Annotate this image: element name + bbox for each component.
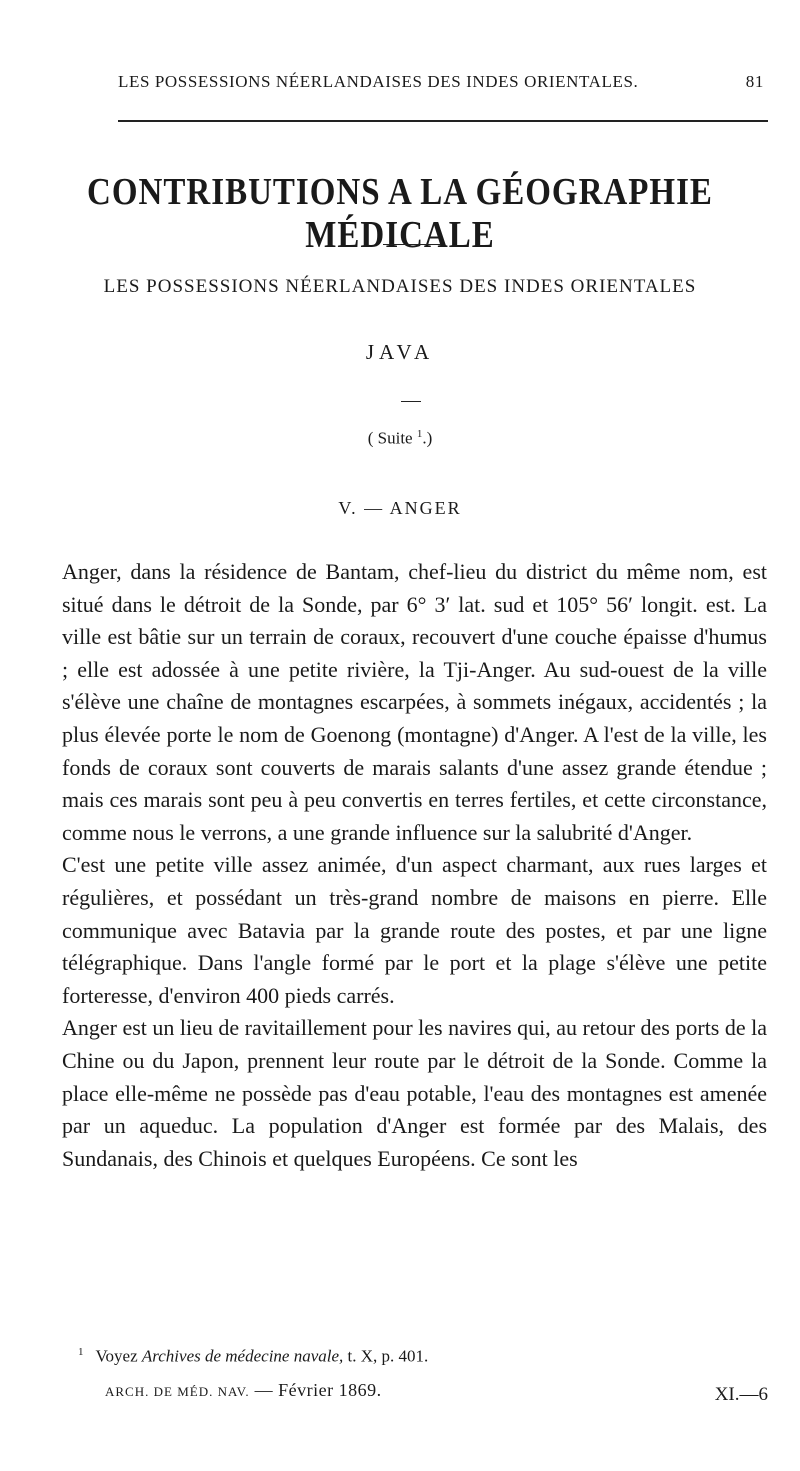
body-text <box>62 556 767 1175</box>
signature-mark: XI.—6 <box>714 1384 768 1405</box>
footnote-mark: 1 <box>78 1346 84 1358</box>
paragraph-1: Anger, dans la résidence de Bantam, chef-lieu du district du même nom, est situé dans le détroit de la Sonde, par 6° 3′ lat. sud et 105° 56′ longit. est. La ville est bâtie sur un terrain de coraux, recouvert d'une couche épaisse d'humus ; elle est adossée à une petite rivière, la Tji-Anger. Au sud-ouest de la ville s'élève une chaîne de montagnes escarpées, à sommets inégaux, accidentés ; la plus élevée porte le nom de Goenong (montagne) d'Anger. A l'est de la ville, les fonds de coraux sont couverts de marais salants d'une assez grande étendue ; mais ces marais sont peu à peu convertis en terres fertiles, et cette circonstance, comme nous le verrons, a une grande influence sur la salubrité d'Anger. <box>62 559 767 845</box>
region-title: JAVA <box>365 340 435 364</box>
journal-abbreviation: ARCH. DE MÉD. NAV. <box>105 1384 250 1399</box>
footer-journal <box>105 1380 382 1401</box>
footnote-lead: Voyez <box>95 1346 138 1366</box>
journal-date: — Février 1869. <box>254 1380 382 1400</box>
footnote <box>78 1346 768 1367</box>
footnote-source: Archives de médecine navale, <box>141 1346 344 1366</box>
section-heading: V. — ANGER <box>338 498 462 518</box>
footnote-ref: t. X, p. 401. <box>347 1346 429 1366</box>
article-subtitle: LES POSSESSIONS NÉERLANDAISES DES INDES ORIENTALES <box>103 276 697 297</box>
header-rule <box>118 120 768 122</box>
continuation-text: ( Suite <box>367 428 413 448</box>
continuation-note <box>0 428 800 449</box>
running-head-title: LES POSSESSIONS NÉERLANDAISES DES INDES ORIENTALES. <box>118 72 639 91</box>
paragraph-2: C'est une petite ville assez animée, d'un aspect charmant, aux rues larges et régulières, et possédant un très-grand nombre de maisons en pierre. Elle communique avec Batavia par la grande route des postes, et par une ligne télégraphique. Dans l'angle formé par le port et la plage s'élève une petite forteresse, d'environ 400 pieds carrés. <box>62 852 767 1008</box>
page-number: 81 <box>745 72 764 91</box>
footnote-ref-mark: 1 <box>416 428 423 440</box>
paragraph-3: Anger est un lieu de ravitaillement pour les navires qui, au retour des ports de la Chine ou du Japon, prennent leur route par le détroit de la Sonde. Comme la place elle-même ne possède pas d'eau potable, l'eau des montagnes est amenée par un aqueduc. La population d'Anger est formée par des Malais, des Sundanais, des Chinois et quelques Européens. Ce sont les <box>62 1015 768 1171</box>
title-divider <box>383 244 441 245</box>
region-divider <box>401 401 421 402</box>
continuation-close: .) <box>422 428 433 448</box>
article-title: CONTRIBUTIONS A LA GÉOGRAPHIE MÉDICALE <box>87 172 713 256</box>
